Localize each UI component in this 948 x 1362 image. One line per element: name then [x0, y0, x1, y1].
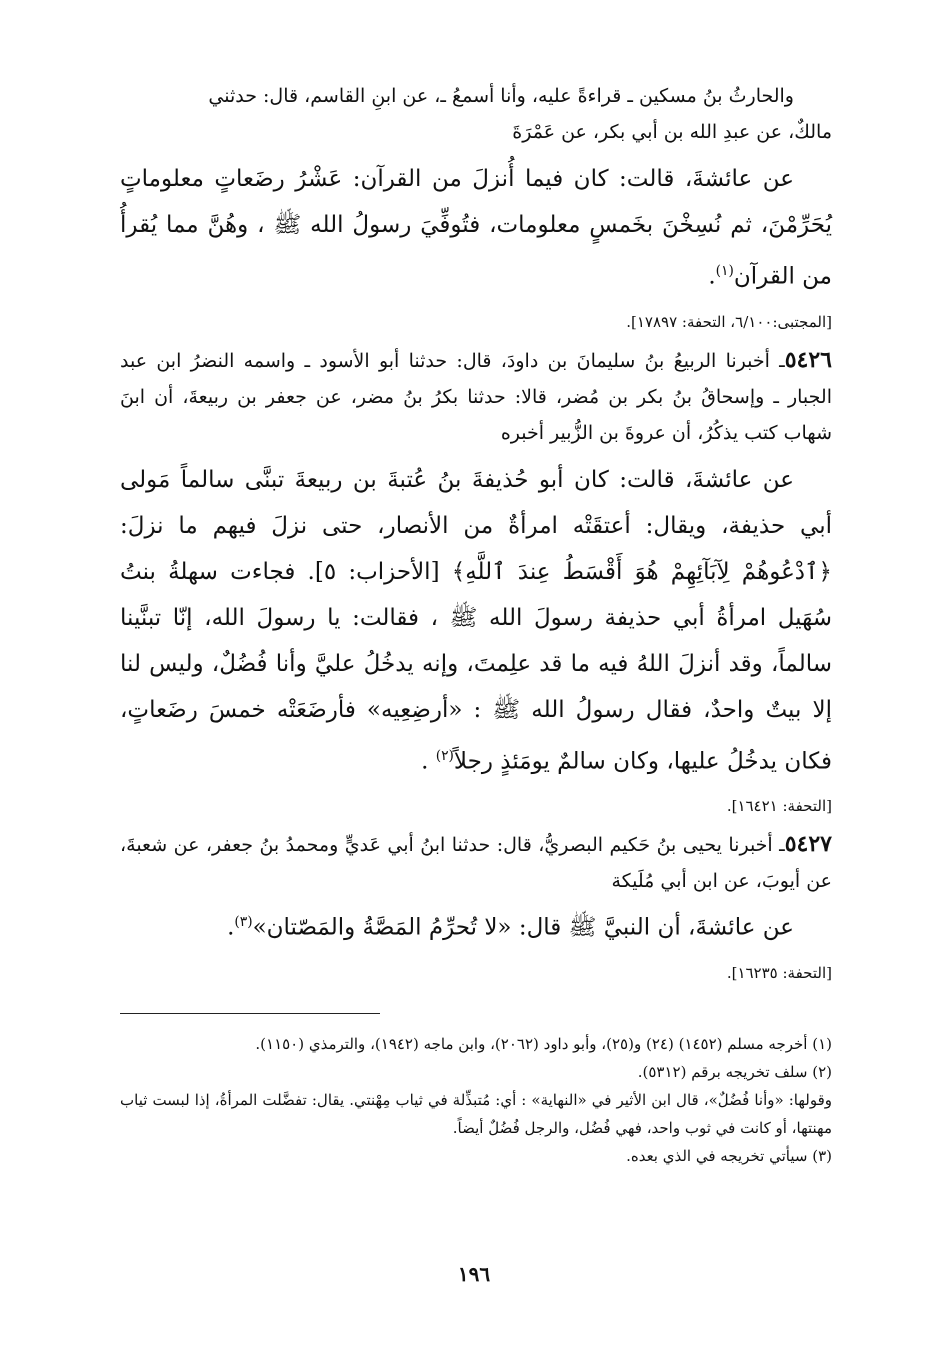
isnad-text: ـ أخبرنا يحيى بنُ حَكيم البصريُّ، قال: حدثنا ابنُ أبي عَديٍّ ومحمدُ بنُ جعفر، عن شعبةَ، عن أيوبَ، عن ابن أبي مُلَيكة [120, 834, 832, 893]
hadith-matn: عن عائشةَ، أن النبيَّ ﷺ قال: «لا تُحرِّمُ المَصَّةُ والمَصّتان» [252, 914, 794, 941]
footnote-separator [120, 1013, 380, 1014]
isnad-text: ـ أخبرنا الربيعُ بنُ سليمانَ بن داودَ، قال: حدثنا أبو الأسود ـ واسمه النضرُ ابن عبد الجبار ـ وإسحاقُ بنُ بكر بن مُضر، قالا: حدثنا بكرُ بنُ مضر، عن جعفر بن ربيعةَ، أن ابنَ شهاب كتب يذكُرُ، أن عروةَ بن الزُّبير أخبره [120, 349, 832, 444]
reference-note: [التحفة: ١٦٤٢١]. [726, 797, 832, 816]
footnote-separator-wrap [120, 993, 832, 1030]
footnote-marker: (١) [715, 263, 734, 279]
footnote-1: (١) أخرجه مسلم (١٤٥٢) (٢٤) و(٢٥)، وأبو داود (٢٠٦٢)، وابن ماجه (١٩٤٢)، والترمذي (١١٥٠). [255, 1034, 832, 1053]
page-body [120, 78, 832, 1170]
footnote-2: (٢) سلف تخريجه برقم (٥٣١٢). [637, 1062, 832, 1081]
chain-continuation [120, 78, 832, 150]
punctuation: . [421, 748, 436, 775]
chain-line-1: والحارثُ بنُ مسكين ـ قراءةً عليه، وأنا أسمعُ ـ، عن ابنِ القاسم، قال: حدثني [208, 85, 794, 107]
hadith-matn: عن عائشةَ، قالت: كان فيما أُنزلَ من القرآن: عَشْرُ رضَعاتٍ معلوماتٍ يُحَرِّمْنَ، ثم نُسِخْنَ بخَمسٍ معلومات، فتُوفِّيَ رسولُ الله ﷺ ، وهُنَّ مما يُقرأُ من القرآن [120, 166, 832, 290]
hadith-text [120, 156, 832, 300]
chain-line-2: مالكٌ، عن عبدِ الله بن أبي بكر، عن عَمْرَةَ [512, 121, 832, 143]
punctuation: . [708, 263, 716, 290]
reference-note: [التحفة: ١٦٢٣٥]. [726, 963, 832, 982]
hadith-number: ٥٤٢٦ [784, 346, 832, 373]
footnote-2-commentary: وقولها: «وأنا فُضُلٌ»، قال ابن الأثير في «النهاية» : أي: مُتبذِّلة في ثياب مِهْنتي. يقال: تفضَّلت المرأةُ، إذا لبست ثياب مهنتها، أو كانت في ثوب واحد، فهي فُضُل، والرجل فُضُلٌ أيضاً. [120, 1090, 832, 1137]
reference-note: [المجتبى:٦/١٠٠، التحفة: ١٧٨٩٧]. [626, 312, 832, 331]
punctuation: . [227, 914, 235, 941]
footnote-marker: (٢) [435, 747, 454, 764]
page-number: ١٩٦ [457, 1262, 491, 1286]
hadith-number: ٥٤٢٧ [784, 831, 832, 858]
hadith-chain [120, 342, 832, 451]
hadith-matn: عن عائشةَ، قالت: كان أبو حُذيفةَ بنُ عُتبةَ بن ربيعةَ تبنَّى سالماً مَولى أبي حذيفة، ويقال: أعتقَتْه امرأةٌ من الأنصار، حتى نزلَ فيهم ما نزلَ: ﴿ٱدْعُوهُمْ لِآبَآئِهِمْ هُوَ أَقْسَطُ عِندَ ٱللَّهِ﴾ [الأحزاب: ٥]. فجاءت سهلةُ بنتُ سُهَيل امرأةُ أبي حذيفة رسولَ الله ﷺ ، فقالت: يا رسولَ الله، إنّا تبنَّينا سالماً، وقد أنزلَ اللهُ فيه ما قد علِمتَ، وإنه يدخُلُ عليَّ وأنا فُضُلٌ، وليس لنا إلا بيتٌ واحدٌ، فقال رسولُ الله ﷺ : «أرضِعِيه» فأرضَعَتْه خمسَ رضَعاتٍ، فكان يدخُلُ عليها، وكان سالمٌ يومَئذٍ رجلاً [120, 466, 832, 775]
footnote-marker: (٣) [234, 914, 253, 931]
hadith-text [120, 899, 832, 951]
hadith-chain [120, 826, 832, 899]
footnote-3: (٣) سيأتي تخريجه في الذي بعده. [626, 1146, 832, 1165]
hadith-text [120, 457, 832, 785]
